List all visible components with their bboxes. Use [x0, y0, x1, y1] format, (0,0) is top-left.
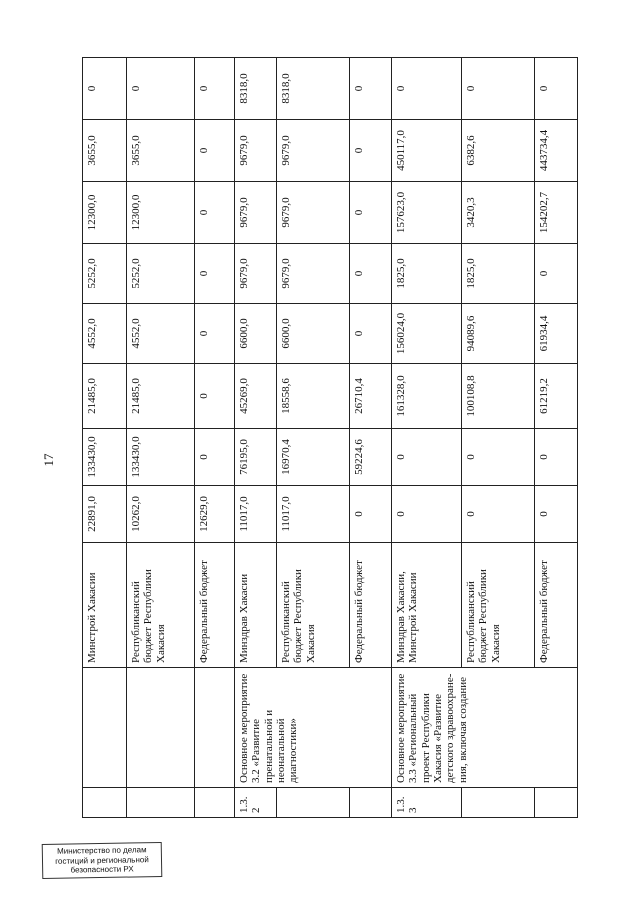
cell-value: 157623,0: [392, 182, 462, 244]
stamp-line: гостиций и региональной: [55, 854, 149, 866]
cell-value: 0: [462, 486, 535, 543]
cell-value: 0: [350, 244, 392, 304]
cell-value: 94089,6: [462, 304, 535, 364]
cell-value: 0: [350, 304, 392, 364]
cell-org: Минздрав Хакасии: [235, 543, 277, 668]
cell-value: 1825,0: [392, 244, 462, 304]
cell-value: 133430,0: [83, 429, 127, 486]
cell-source: Республиканский бюджет Республики Хакасия: [127, 543, 195, 668]
cell-source: Федеральный бюджет: [195, 543, 235, 668]
cell-value: 8318,0: [277, 58, 350, 120]
cell-value: 3655,0: [127, 120, 195, 182]
cell-value: 0: [392, 58, 462, 120]
table-row: [127, 58, 195, 818]
table-row: [392, 58, 462, 818]
table-row: [235, 58, 277, 818]
cell-num: [277, 788, 350, 818]
cell-name: [83, 668, 127, 788]
cell-name: [127, 668, 195, 788]
cell-value: 0: [392, 429, 462, 486]
cell-source: Республиканский бюджет Республики Хакасия: [277, 543, 350, 668]
cell-value: 0: [195, 244, 235, 304]
cell-value: 22891,0: [83, 486, 127, 543]
cell-value: 9679,0: [235, 244, 277, 304]
cell-source: Республиканский бюджет Республики Хакасия: [462, 543, 535, 668]
cell-org: Минстрой Хакасии: [83, 543, 127, 668]
cell-value: 5252,0: [127, 244, 195, 304]
cell-value: 4552,0: [127, 304, 195, 364]
cell-value: 0: [83, 58, 127, 120]
cell-value: 4552,0: [83, 304, 127, 364]
cell-value: 16970,4: [277, 429, 350, 486]
cell-value: 21485,0: [127, 364, 195, 429]
cell-value: 12300,0: [83, 182, 127, 244]
cell-value: 76195,0: [235, 429, 277, 486]
cell-value: 0: [195, 120, 235, 182]
cell-value: 100108,8: [462, 364, 535, 429]
cell-value: 59224,6: [350, 429, 392, 486]
cell-value: 9679,0: [277, 182, 350, 244]
cell-value: 61219,2: [535, 364, 578, 429]
cell-name: Основное мероприятие 3.3 «Региональный проект Республики Хакасия «Развитие детского здравоохране-ния, включая создание: [392, 668, 578, 788]
cell-value: 5252,0: [83, 244, 127, 304]
cell-value: 0: [535, 486, 578, 543]
stamp: [42, 842, 163, 879]
cell-value: 3420,3: [462, 182, 535, 244]
cell-value: 0: [195, 304, 235, 364]
cell-value: 1825,0: [462, 244, 535, 304]
cell-value: 0: [535, 58, 578, 120]
table-row: [83, 58, 127, 818]
cell-value: 450117,0: [392, 120, 462, 182]
cell-num: [350, 788, 392, 818]
cell-value: 45269,0: [235, 364, 277, 429]
cell-value: 0: [392, 486, 462, 543]
cell-value: 12300,0: [127, 182, 195, 244]
stamp-line: Министерство по делам: [57, 845, 147, 856]
cell-value: 0: [535, 429, 578, 486]
budget-table-rotated: [82, 58, 577, 818]
cell-value: 9679,0: [277, 244, 350, 304]
cell-value: 9679,0: [277, 120, 350, 182]
cell-value: 0: [462, 429, 535, 486]
cell-value: 443734,4: [535, 120, 578, 182]
cell-value: 6382,6: [462, 120, 535, 182]
cell-num: 1.3.2: [235, 788, 277, 818]
cell-value: 0: [195, 58, 235, 120]
cell-num: [535, 788, 578, 818]
cell-num: 1.3.3: [392, 788, 462, 818]
cell-name: Основное мероприятие 3.2 «Развитие пренатальной и неонатальной диагностики»: [235, 668, 392, 788]
cell-value: 156024,0: [392, 304, 462, 364]
cell-value: 0: [350, 58, 392, 120]
cell-value: 0: [350, 120, 392, 182]
cell-value: 9679,0: [235, 120, 277, 182]
cell-value: 6600,0: [277, 304, 350, 364]
cell-value: 0: [127, 58, 195, 120]
cell-num: [195, 788, 235, 818]
cell-value: 3655,0: [83, 120, 127, 182]
cell-value: 6600,0: [235, 304, 277, 364]
stamp-line: безопасности РХ: [70, 864, 134, 875]
cell-value: 133430,0: [127, 429, 195, 486]
cell-value: 18558,6: [277, 364, 350, 429]
page-number: 17: [41, 453, 56, 467]
budget-table: [82, 57, 578, 818]
cell-value: 21485,0: [83, 364, 127, 429]
cell-value: 11017,0: [277, 486, 350, 543]
cell-value: 0: [195, 364, 235, 429]
cell-value: 0: [462, 58, 535, 120]
cell-value: 26710,4: [350, 364, 392, 429]
cell-source: Федеральный бюджет: [350, 543, 392, 668]
cell-value: 161328,0: [392, 364, 462, 429]
cell-value: 11017,0: [235, 486, 277, 543]
table-row: [195, 58, 235, 818]
cell-value: 8318,0: [235, 58, 277, 120]
cell-num: [462, 788, 535, 818]
cell-value: 0: [350, 182, 392, 244]
cell-value: 0: [535, 244, 578, 304]
cell-value: 61934,4: [535, 304, 578, 364]
cell-value: 12629,0: [195, 486, 235, 543]
cell-value: 10262,0: [127, 486, 195, 543]
cell-value: 0: [350, 486, 392, 543]
cell-name: [195, 668, 235, 788]
cell-num: [127, 788, 195, 818]
cell-num: [83, 788, 127, 818]
cell-value: 0: [195, 429, 235, 486]
cell-org: Минздрав Хакасии, Минстрой Хакасии: [392, 543, 462, 668]
cell-source: Федеральный бюджет: [535, 543, 578, 668]
cell-value: 0: [195, 182, 235, 244]
cell-value: 9679,0: [235, 182, 277, 244]
cell-value: 154202,7: [535, 182, 578, 244]
